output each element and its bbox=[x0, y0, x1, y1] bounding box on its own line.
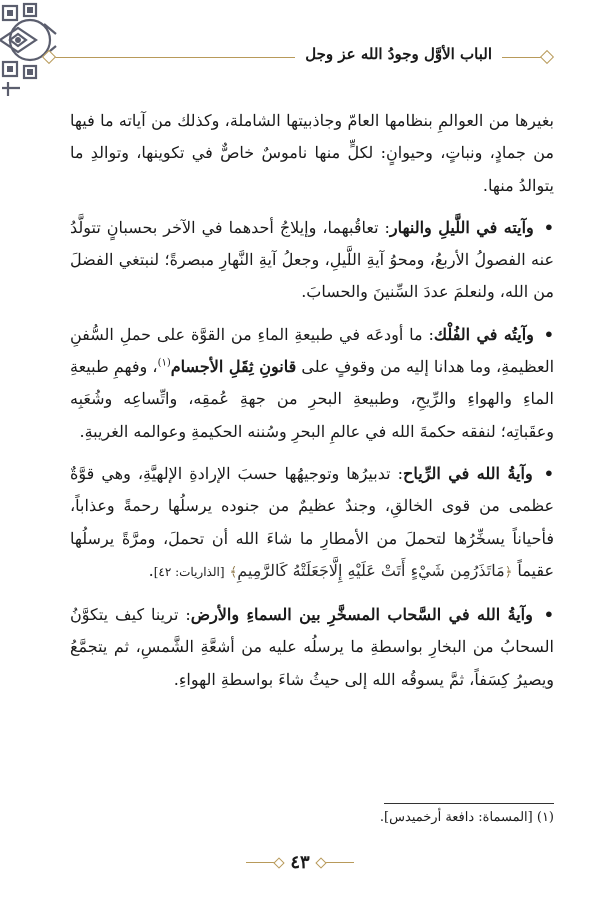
paragraph-heading: وآيةُ الله في الرِّياح bbox=[402, 463, 533, 483]
paragraph-text: ، وفهمِ طبيعةِ الماءِ والهواءِ والرِّيحِ، وطبيعةِ البحرِ من جهةِ عُمقِه، واتِّساعِه وشُعَبِه وعقَباتِه؛ لنفقه حكمةَ الله في عالمِ البحرِ وسُننه الحكيمةِ وعوالمه الغريبةِ. bbox=[70, 357, 554, 441]
header-diamond-right-icon bbox=[540, 50, 554, 64]
page-footer bbox=[240, 848, 360, 876]
footnote bbox=[70, 808, 554, 828]
sentence-end: . bbox=[148, 560, 154, 580]
footer-ornament-right-icon bbox=[320, 862, 354, 863]
paragraph-heading: وآيةُ الله في السَّحاب المسخَّرِ بين السماءِ والأرض bbox=[190, 605, 533, 625]
paragraph-text: : تعاقُبهما، وإيلاجُ أحدهما في الآخر بحسبانٍ تتولَّدُ عنه الفصولُ الأربعُ، ومحوُ آيةِ اللَّيلِ، وجعلُ آيةِ النَّهارِ مبصرةً؛ لنبتغي الفضلَ من الله، ولنعلمَ عددَ السِّنينَ والحسابَ. bbox=[70, 217, 554, 302]
footnote-marker[interactable]: (١) bbox=[157, 357, 171, 369]
bullet-icon: • bbox=[543, 463, 554, 483]
quran-bracket-close: ﴾ bbox=[229, 564, 238, 580]
footnote-text: (١) [المسماة: دافعة أرخميدس]. bbox=[379, 810, 554, 825]
bullet-icon: • bbox=[543, 605, 554, 625]
emphasized-term: قانونِ ثِقَلِ الأجسام bbox=[170, 357, 297, 377]
footnote-divider bbox=[384, 803, 554, 804]
bullet-icon: • bbox=[543, 217, 555, 237]
quran-verse: مَاتَذَرُمِن شَيْءٍ أَتَتْ عَلَيْهِ إِلَّاجَعَلَتْهُ كَالرَّمِيمِ bbox=[237, 560, 505, 580]
paragraph-text: : ترينا كيف يتكوَّنُ السحابُ من البخارِ بواسطةِ ما يرسلُه عليه من أشعَّةِ الشَّمسِ، ثم يتجمَّعُ ويصيرُ كِسَفاً، ثمَّ يسوقُه الله إلى حيثُ شاءَ بواسطةِ الهواءِ. bbox=[70, 605, 554, 689]
chapter-title: الباب الأوَّل وجودُ الله عز وجل bbox=[295, 45, 502, 63]
paragraph-ships bbox=[70, 319, 554, 448]
paragraph-night-day bbox=[70, 212, 554, 309]
paragraph-clouds bbox=[70, 599, 554, 696]
running-header bbox=[46, 44, 550, 70]
paragraph-text: : ما أودعَه في طبيعةِ الماءِ من القوَّة على حملِ السُّفنِ العظيمةِ، وما هدانا إليه من وقوفٍ على bbox=[70, 324, 555, 377]
page-body bbox=[70, 105, 554, 706]
paragraph-heading: وآيته في اللَّيلِ والنهار bbox=[389, 217, 534, 237]
footer-ornament-left-icon bbox=[246, 862, 280, 863]
bullet-icon: • bbox=[543, 324, 554, 344]
paragraph-continuation bbox=[70, 105, 554, 202]
paragraph-heading: وآيتُه في الفُلْك bbox=[433, 324, 534, 344]
paragraph-winds bbox=[70, 458, 554, 589]
page-number: ٤٣ bbox=[290, 851, 310, 873]
verse-reference: [الذاريات: ٤٢] bbox=[153, 564, 225, 579]
paragraph-text: : تدبيرُها وتوجيهُها حسبَ الإرادةِ الإلهيَّةِ، وهي قوَّةٌ عظمى من قوى الخالقِ، وجندٌ عظيمٌ من جنوده يرسلُها رحمةً وعذاباً، فأحياناً يسخِّرُها لتحملَ من الأمطارِ ما شاءَ الله أن تحملَ، ومرَّةً يرسلُها عقيماً bbox=[70, 463, 554, 580]
paragraph-text: بغيرها من العوالمِ بنظامها العامّ وجاذبيتها الشاملة، وكذلك من آياته ما فيها من جمادٍ، ونباتٍ، وحيوانٍ: لكلٍّ منها ناموسٌ خاصٌّ في تكوينها، وتوالدِ ما يتوالدُ منها. bbox=[70, 111, 554, 195]
quran-bracket-open: ﴿ bbox=[504, 564, 513, 580]
